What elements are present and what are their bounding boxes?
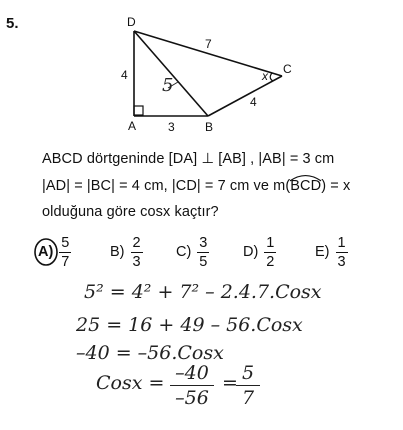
handwritten-line-3: –40 = –56.Cosx (76, 342, 224, 364)
right-angle-marker (134, 106, 143, 115)
choice-e-fraction (336, 235, 348, 270)
handwritten-fraction-1-den: –56 (175, 387, 209, 409)
side-bc (208, 76, 282, 116)
choice-d-letter: D) (243, 244, 259, 260)
choice-e[interactable] (315, 232, 348, 272)
handwritten-line-1: 5² = 4² + 7² – 2.4.7.Cosx (84, 281, 322, 303)
choice-e-num: 1 (337, 234, 346, 251)
choice-e-letter: E) (315, 244, 330, 260)
handwritten-fraction-1-num: –40 (175, 362, 209, 384)
handwritten-fraction-2-den: 7 (241, 387, 255, 409)
diagonal-bd (134, 31, 208, 116)
vertex-c-label: C (283, 62, 292, 76)
selected-answer-circle (32, 236, 60, 268)
choice-b-num: 2 (132, 234, 141, 251)
choice-a-letter: A) (38, 244, 54, 260)
problem-line-3: olduğuna göre cosx kaçtır? (42, 204, 219, 220)
choice-d-den: 2 (266, 253, 275, 270)
quadrilateral-figure (0, 0, 403, 150)
choice-b-den: 3 (132, 253, 141, 270)
angle-x-label: x (262, 69, 268, 83)
choice-b-fraction (131, 235, 143, 270)
choice-a-den: 7 (61, 253, 70, 270)
problem-line-1: ABCD dörtgeninde [DA] ⊥ [AB] , |AB| = 3 cm (42, 151, 335, 167)
choice-c[interactable] (176, 232, 209, 272)
angle-hat-mark (288, 172, 323, 182)
choice-c-num: 3 (199, 234, 208, 251)
choice-c-letter: C) (176, 244, 192, 260)
choice-a-num: 5 (61, 234, 70, 251)
problem-line-2-suffix: ) = x (321, 178, 351, 194)
handwritten-line-4-prefix: Cosx = (96, 372, 165, 394)
problem-line-2-prefix: |AD| = |BC| = 4 cm, |CD| = 7 cm ve m( (42, 178, 291, 194)
choice-b[interactable] (110, 232, 143, 272)
handwritten-line-2: 25 = 16 + 49 – 56.Cosx (76, 314, 303, 336)
handwritten-fraction-1 (168, 362, 216, 409)
choice-e-den: 3 (337, 253, 346, 270)
side-ab-label: 3 (168, 120, 175, 134)
vertex-a-label: A (128, 119, 137, 133)
choice-a-fraction (59, 235, 71, 270)
choice-c-fraction (197, 235, 209, 270)
side-ad-label: 4 (121, 68, 128, 82)
handwritten-fraction-2 (236, 362, 260, 409)
choice-d-fraction (264, 235, 276, 270)
handwritten-diagonal-length: 5 (162, 75, 174, 96)
question-number: 5. (6, 15, 19, 32)
choice-d-num: 1 (266, 234, 275, 251)
handwritten-fraction-2-num: 5 (241, 362, 255, 384)
choice-d[interactable] (243, 232, 276, 272)
vertex-d-label: D (127, 15, 136, 29)
choice-c-den: 5 (199, 253, 208, 270)
side-bc-label: 4 (250, 95, 257, 109)
angle-arc-c (270, 73, 273, 81)
side-cd-label: 7 (205, 37, 212, 51)
problem-angle-bcd: BCD (290, 178, 322, 194)
answer-choices (38, 232, 368, 272)
vertex-b-label: B (205, 120, 214, 134)
handwritten-line-4-equals: = (222, 372, 238, 394)
choice-b-letter: B) (110, 244, 125, 260)
